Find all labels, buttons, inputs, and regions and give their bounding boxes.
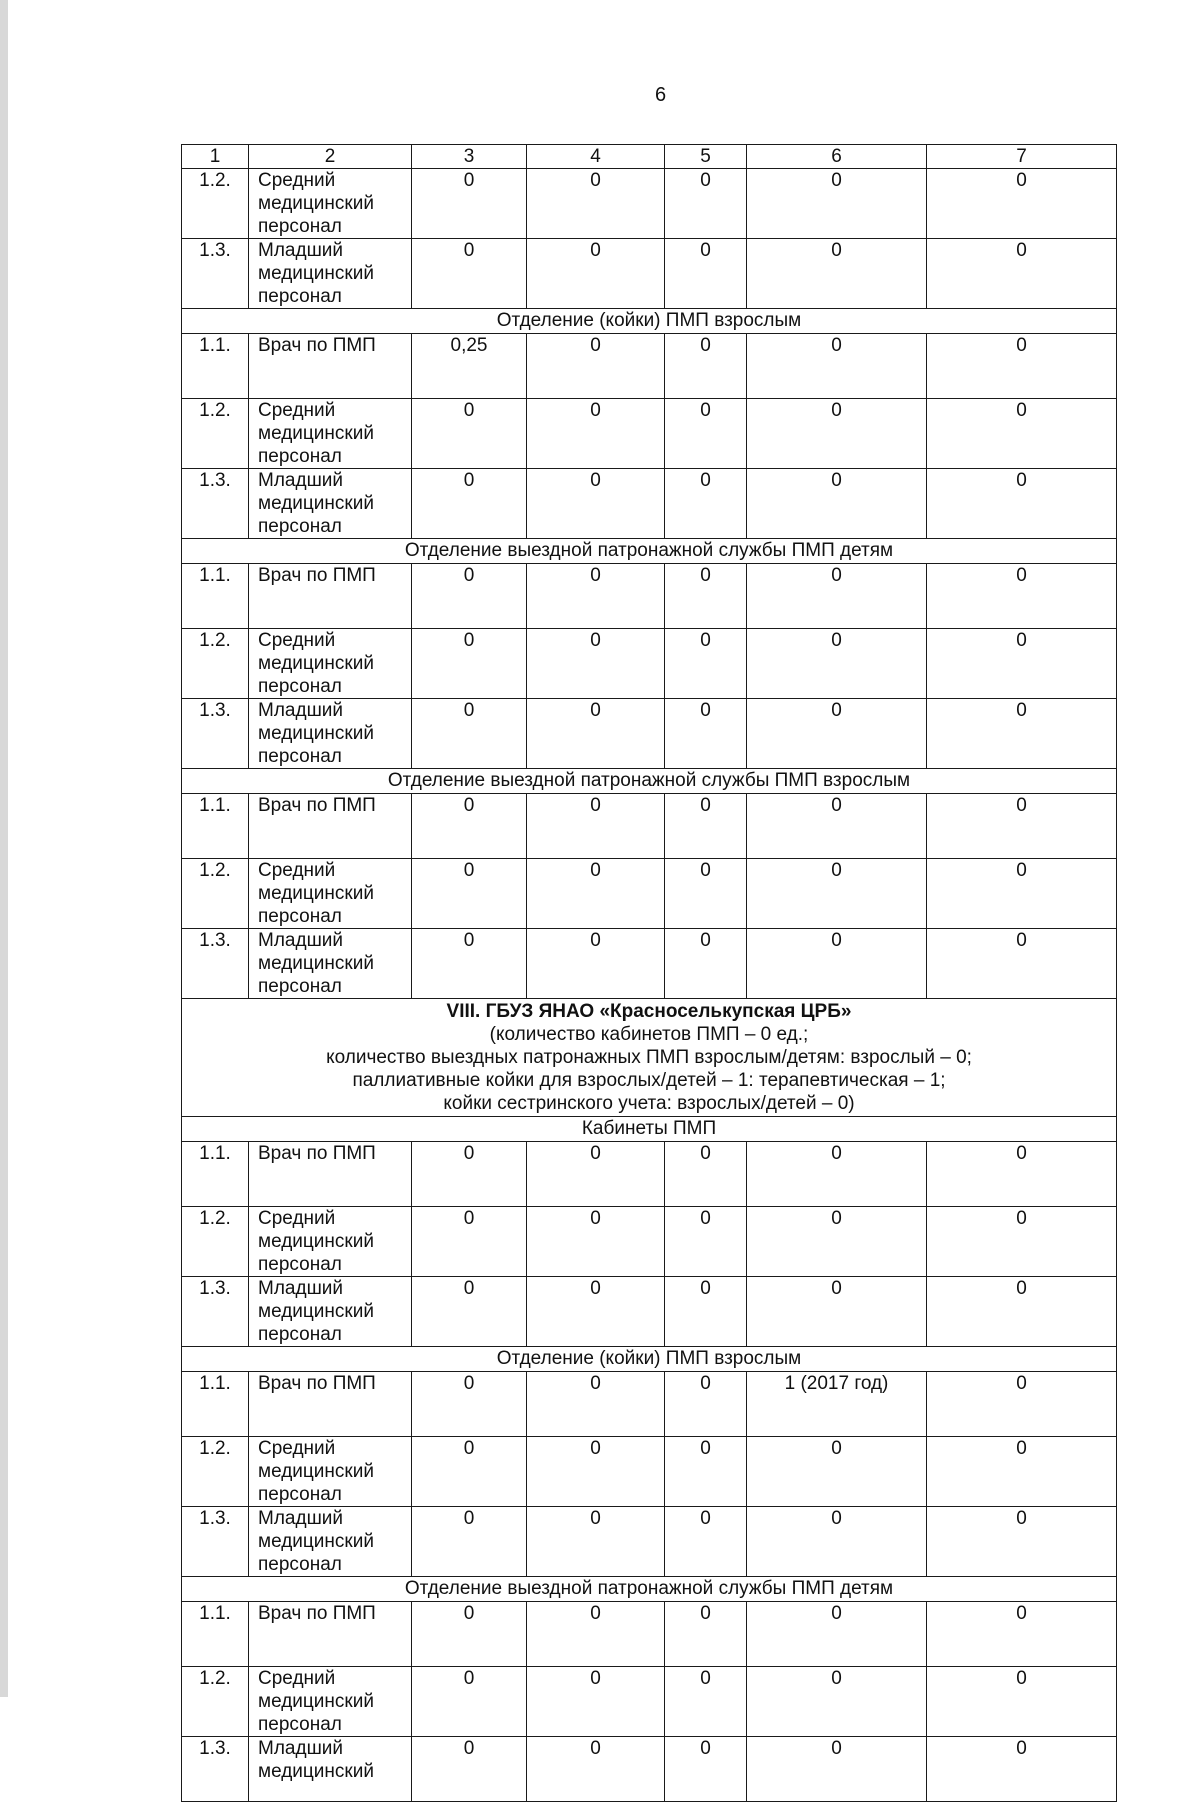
table-row bbox=[182, 1372, 1117, 1437]
section-row bbox=[182, 1117, 1117, 1142]
value-cell: 0 bbox=[747, 629, 927, 699]
value-cell: 0 bbox=[527, 1507, 665, 1577]
value-cell: 0 bbox=[665, 564, 747, 629]
value-cell: 0 bbox=[665, 1277, 747, 1347]
row-number: 1.3. bbox=[182, 1507, 249, 1577]
staff-category: Средний медицинский персонал bbox=[249, 1207, 412, 1277]
value-cell: 0 bbox=[927, 1602, 1117, 1667]
value-cell: 0 bbox=[927, 239, 1117, 309]
column-header: 3 bbox=[412, 145, 527, 169]
section-title: Отделение (койки) ПМП взрослым bbox=[182, 1347, 1117, 1372]
staff-category: Средний медицинский персонал bbox=[249, 169, 412, 239]
value-cell: 0 bbox=[665, 629, 747, 699]
value-cell: 0 bbox=[665, 239, 747, 309]
row-number: 1.3. bbox=[182, 1277, 249, 1347]
value-cell: 0 bbox=[665, 699, 747, 769]
value-cell: 0 bbox=[747, 859, 927, 929]
header-row bbox=[182, 145, 1117, 169]
value-cell: 0 bbox=[665, 859, 747, 929]
value-cell: 0 bbox=[927, 1437, 1117, 1507]
staff-category: Средний медицинский персонал bbox=[249, 399, 412, 469]
column-header: 2 bbox=[249, 145, 412, 169]
value-cell: 0 bbox=[527, 1372, 665, 1437]
value-cell: 0 bbox=[747, 169, 927, 239]
value-cell: 0 bbox=[412, 629, 527, 699]
value-cell: 0 bbox=[747, 1437, 927, 1507]
value-cell: 0 bbox=[927, 169, 1117, 239]
staff-category: Младший медицинский персонал bbox=[249, 239, 412, 309]
table-row bbox=[182, 699, 1117, 769]
value-cell: 0 bbox=[927, 859, 1117, 929]
value-cell: 0 bbox=[747, 1142, 927, 1207]
value-cell: 0 bbox=[747, 929, 927, 999]
value-cell: 0 bbox=[527, 794, 665, 859]
value-cell: 0 bbox=[747, 1207, 927, 1277]
value-cell: 0 bbox=[665, 929, 747, 999]
value-cell: 0 bbox=[527, 1207, 665, 1277]
value-cell: 0 bbox=[665, 1737, 747, 1802]
table-body bbox=[182, 145, 1117, 1802]
row-number: 1.3. bbox=[182, 469, 249, 539]
table-row bbox=[182, 929, 1117, 999]
staff-category: Врач по ПМП bbox=[249, 1602, 412, 1667]
value-cell: 0 bbox=[412, 1507, 527, 1577]
table-row bbox=[182, 1737, 1117, 1802]
value-cell: 0 bbox=[747, 334, 927, 399]
row-number: 1.1. bbox=[182, 334, 249, 399]
row-number: 1.2. bbox=[182, 859, 249, 929]
value-cell: 0 bbox=[927, 1207, 1117, 1277]
value-cell: 0 bbox=[747, 699, 927, 769]
value-cell: 0 bbox=[527, 1437, 665, 1507]
value-cell: 0 bbox=[412, 1437, 527, 1507]
organization-cell bbox=[182, 999, 1117, 1117]
value-cell: 0 bbox=[527, 469, 665, 539]
staff-category: Младший медицинский персонал bbox=[249, 1507, 412, 1577]
value-cell: 0 bbox=[747, 1667, 927, 1737]
section-row bbox=[182, 309, 1117, 334]
value-cell: 0 bbox=[747, 1277, 927, 1347]
value-cell: 0 bbox=[412, 929, 527, 999]
column-header: 6 bbox=[747, 145, 927, 169]
row-number: 1.2. bbox=[182, 1667, 249, 1737]
table-row bbox=[182, 794, 1117, 859]
value-cell: 0 bbox=[412, 859, 527, 929]
staff-category: Врач по ПМП bbox=[249, 1372, 412, 1437]
value-cell: 0 bbox=[927, 1667, 1117, 1737]
value-cell: 0 bbox=[527, 334, 665, 399]
table-row bbox=[182, 1667, 1117, 1737]
table-row bbox=[182, 1602, 1117, 1667]
section-row bbox=[182, 769, 1117, 794]
staff-category: Средний медицинский персонал bbox=[249, 629, 412, 699]
value-cell: 0 bbox=[665, 1437, 747, 1507]
value-cell: 0 bbox=[747, 469, 927, 539]
staff-category: Врач по ПМП bbox=[249, 1142, 412, 1207]
value-cell: 0 bbox=[747, 399, 927, 469]
staff-category: Младший медицинский персонал bbox=[249, 1277, 412, 1347]
organization-detail-line: количество выездных патронажных ПМП взрослым/детям: взрослый – 0; bbox=[326, 1047, 972, 1068]
value-cell: 0 bbox=[747, 1507, 927, 1577]
staff-category: Врач по ПМП bbox=[249, 564, 412, 629]
row-number: 1.1. bbox=[182, 794, 249, 859]
value-cell: 0 bbox=[927, 699, 1117, 769]
value-cell: 0 bbox=[927, 1277, 1117, 1347]
value-cell: 0 bbox=[412, 239, 527, 309]
organization-title: VIII. ГБУЗ ЯНАО «Красноселькупская ЦРБ» bbox=[446, 1001, 852, 1022]
value-cell: 0 bbox=[927, 1372, 1117, 1437]
value-cell: 0 bbox=[665, 1507, 747, 1577]
value-cell: 0 bbox=[527, 564, 665, 629]
table-row bbox=[182, 1277, 1117, 1347]
organization-detail-line: паллиативные койки для взрослых/детей – 1: терапевтическая – 1; bbox=[352, 1070, 946, 1091]
value-cell: 0 bbox=[527, 399, 665, 469]
page-number: 6 bbox=[654, 84, 667, 106]
section-title: Кабинеты ПМП bbox=[182, 1117, 1117, 1142]
staff-category: Младший медицинский bbox=[249, 1737, 412, 1802]
value-cell: 0 bbox=[412, 564, 527, 629]
staff-category: Младший медицинский персонал bbox=[249, 929, 412, 999]
value-cell: 0 bbox=[927, 1507, 1117, 1577]
section-title: Отделение выездной патронажной службы ПМП детям bbox=[182, 539, 1117, 564]
value-cell: 0 bbox=[412, 399, 527, 469]
row-number: 1.3. bbox=[182, 239, 249, 309]
staff-category: Средний медицинский персонал bbox=[249, 859, 412, 929]
value-cell: 0 bbox=[412, 699, 527, 769]
column-header: 1 bbox=[182, 145, 249, 169]
row-number: 1.2. bbox=[182, 1437, 249, 1507]
value-cell: 0 bbox=[527, 1737, 665, 1802]
table-row bbox=[182, 399, 1117, 469]
value-cell: 0 bbox=[665, 469, 747, 539]
column-header: 7 bbox=[927, 145, 1117, 169]
section-title: Отделение (койки) ПМП взрослым bbox=[182, 309, 1117, 334]
section-row bbox=[182, 1577, 1117, 1602]
row-number: 1.2. bbox=[182, 169, 249, 239]
row-number: 1.1. bbox=[182, 564, 249, 629]
section-row bbox=[182, 1347, 1117, 1372]
value-cell: 0 bbox=[527, 859, 665, 929]
value-cell: 0 bbox=[927, 629, 1117, 699]
value-cell: 0 bbox=[527, 1667, 665, 1737]
row-number: 1.3. bbox=[182, 699, 249, 769]
staff-category: Врач по ПМП bbox=[249, 334, 412, 399]
row-number: 1.2. bbox=[182, 1207, 249, 1277]
value-cell: 0 bbox=[665, 169, 747, 239]
table-row bbox=[182, 334, 1117, 399]
organization-row bbox=[182, 999, 1117, 1117]
value-cell: 0 bbox=[665, 1372, 747, 1437]
value-cell: 0 bbox=[665, 1142, 747, 1207]
table-row bbox=[182, 1437, 1117, 1507]
value-cell: 0 bbox=[665, 1207, 747, 1277]
table-row bbox=[182, 1207, 1117, 1277]
table-row bbox=[182, 859, 1117, 929]
value-cell: 0 bbox=[527, 699, 665, 769]
value-cell: 0 bbox=[927, 564, 1117, 629]
value-cell: 0 bbox=[412, 1277, 527, 1347]
column-header: 4 bbox=[527, 145, 665, 169]
section-row bbox=[182, 539, 1117, 564]
value-cell: 0 bbox=[665, 334, 747, 399]
value-cell: 0 bbox=[665, 399, 747, 469]
value-cell: 0 bbox=[747, 794, 927, 859]
value-cell: 0 bbox=[927, 1737, 1117, 1802]
table-row bbox=[182, 629, 1117, 699]
value-cell: 0 bbox=[412, 1602, 527, 1667]
value-cell: 0 bbox=[665, 1602, 747, 1667]
value-cell: 0 bbox=[527, 1277, 665, 1347]
table-row bbox=[182, 1142, 1117, 1207]
value-cell: 0 bbox=[412, 1667, 527, 1737]
value-cell: 0 bbox=[412, 1142, 527, 1207]
value-cell: 0 bbox=[527, 169, 665, 239]
value-cell: 0 bbox=[747, 239, 927, 309]
section-title: Отделение выездной патронажной службы ПМП детям bbox=[182, 1577, 1117, 1602]
row-number: 1.2. bbox=[182, 629, 249, 699]
value-cell: 0 bbox=[412, 1737, 527, 1802]
row-number: 1.1. bbox=[182, 1142, 249, 1207]
value-cell: 0 bbox=[927, 334, 1117, 399]
page-edge bbox=[0, 0, 8, 1697]
value-cell: 0 bbox=[412, 1207, 527, 1277]
value-cell: 0 bbox=[927, 399, 1117, 469]
value-cell: 0 bbox=[527, 1602, 665, 1667]
row-number: 1.2. bbox=[182, 399, 249, 469]
row-number: 1.1. bbox=[182, 1372, 249, 1437]
staff-category: Младший медицинский персонал bbox=[249, 699, 412, 769]
organization-detail-line: койки сестринского учета: взрослых/детей – 0) bbox=[443, 1093, 855, 1114]
value-cell: 0 bbox=[527, 929, 665, 999]
value-cell: 0 bbox=[527, 1142, 665, 1207]
value-cell: 0 bbox=[527, 239, 665, 309]
staff-category: Младший медицинский персонал bbox=[249, 469, 412, 539]
table-row bbox=[182, 564, 1117, 629]
table-row bbox=[182, 239, 1117, 309]
value-cell: 0 bbox=[665, 1667, 747, 1737]
row-number: 1.3. bbox=[182, 1737, 249, 1802]
value-cell: 0 bbox=[927, 1142, 1117, 1207]
organization-detail-line: (количество кабинетов ПМП – 0 ед.; bbox=[489, 1024, 809, 1045]
row-number: 1.1. bbox=[182, 1602, 249, 1667]
value-cell: 0 bbox=[527, 629, 665, 699]
section-title: Отделение выездной патронажной службы ПМП взрослым bbox=[182, 769, 1117, 794]
value-cell: 0 bbox=[412, 169, 527, 239]
value-cell: 1 (2017 год) bbox=[747, 1372, 927, 1437]
staff-category: Средний медицинский персонал bbox=[249, 1667, 412, 1737]
value-cell: 0 bbox=[665, 794, 747, 859]
value-cell: 0 bbox=[412, 794, 527, 859]
value-cell: 0 bbox=[412, 469, 527, 539]
table-row bbox=[182, 169, 1117, 239]
table-row bbox=[182, 469, 1117, 539]
value-cell: 0 bbox=[747, 1602, 927, 1667]
staffing-table bbox=[181, 144, 1117, 1802]
staff-category: Средний медицинский персонал bbox=[249, 1437, 412, 1507]
value-cell: 0 bbox=[927, 794, 1117, 859]
value-cell: 0 bbox=[927, 929, 1117, 999]
column-header: 5 bbox=[665, 145, 747, 169]
value-cell: 0 bbox=[412, 1372, 527, 1437]
value-cell: 0 bbox=[747, 564, 927, 629]
value-cell: 0 bbox=[747, 1737, 927, 1802]
table-row bbox=[182, 1507, 1117, 1577]
staff-category: Врач по ПМП bbox=[249, 794, 412, 859]
value-cell: 0,25 bbox=[412, 334, 527, 399]
value-cell: 0 bbox=[927, 469, 1117, 539]
row-number: 1.3. bbox=[182, 929, 249, 999]
